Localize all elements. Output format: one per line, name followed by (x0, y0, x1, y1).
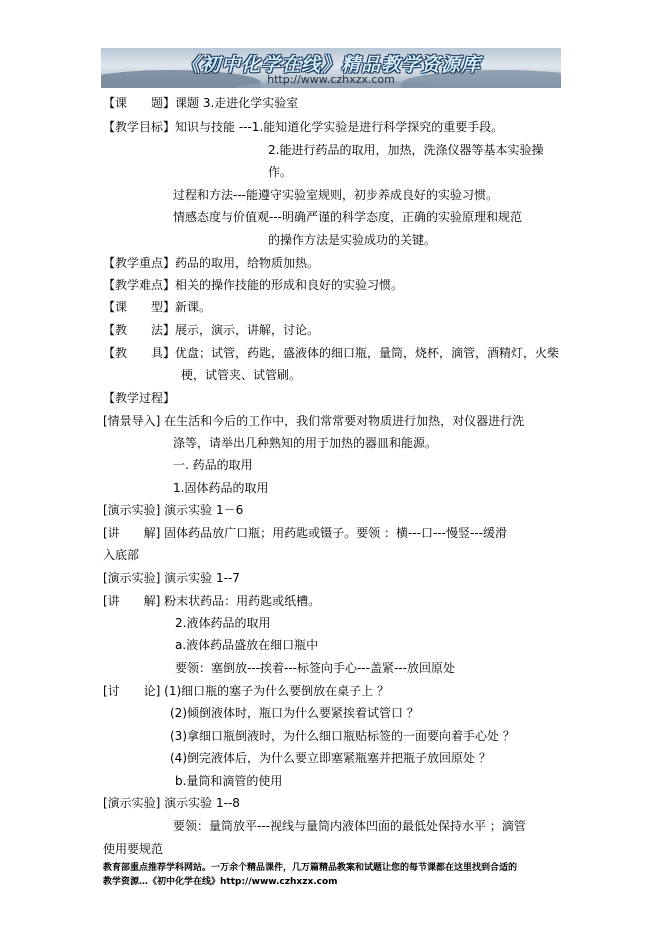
section-heading: 一. 药品的取用 (173, 458, 253, 472)
explain-line: [讲 解] 粉末状药品：用药匙或纸槽。 (103, 594, 321, 608)
item-line: 使用要规范 (103, 842, 164, 856)
key-point-line: 【教学重点】药品的取用，给物质加热。 (103, 256, 320, 270)
lesson-type-line: 【课 型】新课。 (103, 300, 212, 314)
discussion-line: [讨 论] (1)细口瓶的塞子为什么要倒放在桌子上 ？ (103, 684, 389, 698)
intro-line: [情景导入] 在生活和今后的工作中，我们常常要对物质进行加热，对仪器进行洗 (103, 414, 525, 428)
discussion-line: (2)倾倒液体时，瓶口为什么要紧挨着试管口 ？ (170, 706, 419, 720)
equipment-line: 【教 具】优盘；试管，药匙，盛液体的细口瓶，量筒，烧杯，滴管，酒精灯，火柴 (103, 346, 560, 360)
subsection-heading: 1.固体药品的取用 (173, 481, 269, 495)
demo-line: [演示实验] 演示实验 1--8 (103, 796, 240, 810)
footer-line: 教育部重点推荐学科网站。一万余个精品课件，几万篇精品教案和试题让您的每节课都在这里找到合适的 (103, 863, 518, 873)
objective-line: 过程和方法---能遵守实验室规则，初步养成良好的实验习惯。 (173, 188, 498, 202)
demo-line: [演示实验] 演示实验 1－6 (103, 503, 244, 517)
subsection-heading: b.量筒和滴管的使用 (175, 774, 283, 788)
explain-line: 入底部 (103, 548, 140, 562)
objective-line: 【教学目标】知识与技能 ---1.能知道化学实验是进行科学探究的重要手段。 (103, 120, 504, 134)
objective-line: 的操作方法是实验成功的关键。 (268, 233, 437, 247)
equipment-line: 梗，试管夹、试管刷。 (181, 368, 302, 382)
objective-line: 2.能进行药品的取用，加热，洗涤仪器等基本实验操 (268, 143, 544, 157)
difficulty-line: 【教学难点】相关的操作技能的形成和良好的实验习惯。 (103, 278, 404, 292)
objective-line: 情感态度与价值观---明确严谨的科学态度，正确的实验原理和规范 (173, 210, 522, 224)
explain-line: [讲 解] 固体药品放广口瓶；用药匙或镊子。要领 ：横---口---慢竖---缓滑 (103, 526, 507, 540)
header-banner (101, 48, 561, 88)
demo-line: [演示实验] 演示实验 1--7 (103, 571, 240, 585)
item-line: a.液体药品盛放在细口瓶中 (175, 638, 319, 652)
discussion-line: (4)倒完液体后，为什么要立即塞紧瓶塞并把瓶子放回原处 ？ (170, 751, 491, 765)
method-line: 【教 法】展示，演示，讲解，讨论。 (103, 323, 320, 337)
discussion-line: (3)拿细口瓶倒液时，为什么细口瓶贴标签的一面要向着手心处 ？ (170, 729, 515, 743)
subsection-heading: 2.液体药品的取用 (175, 616, 271, 630)
process-heading: 【教学过程】 (103, 391, 176, 405)
banner-title: 《初中化学在线》精品教学资源库 (180, 54, 481, 76)
intro-line: 涤等，请举出几种熟知的用于加热的器皿和能源。 (173, 436, 438, 450)
objective-line: 作。 (268, 165, 293, 179)
item-line: 要领：量筒放平---视线与量筒内液体凹面的最低处保持水平 ；滴管 (173, 819, 526, 833)
item-line: 要领：塞倒放---挨着---标签向手心---盖紧---放回原处 (175, 661, 455, 675)
footer-line: 教学资源…《初中化学在线》http://www.czhxzx.com (103, 877, 338, 887)
lesson-title: 【课 题】课题 3.走进化学实验室 (103, 96, 299, 110)
banner-url[interactable]: http://www.czhxzx.com (267, 73, 395, 86)
